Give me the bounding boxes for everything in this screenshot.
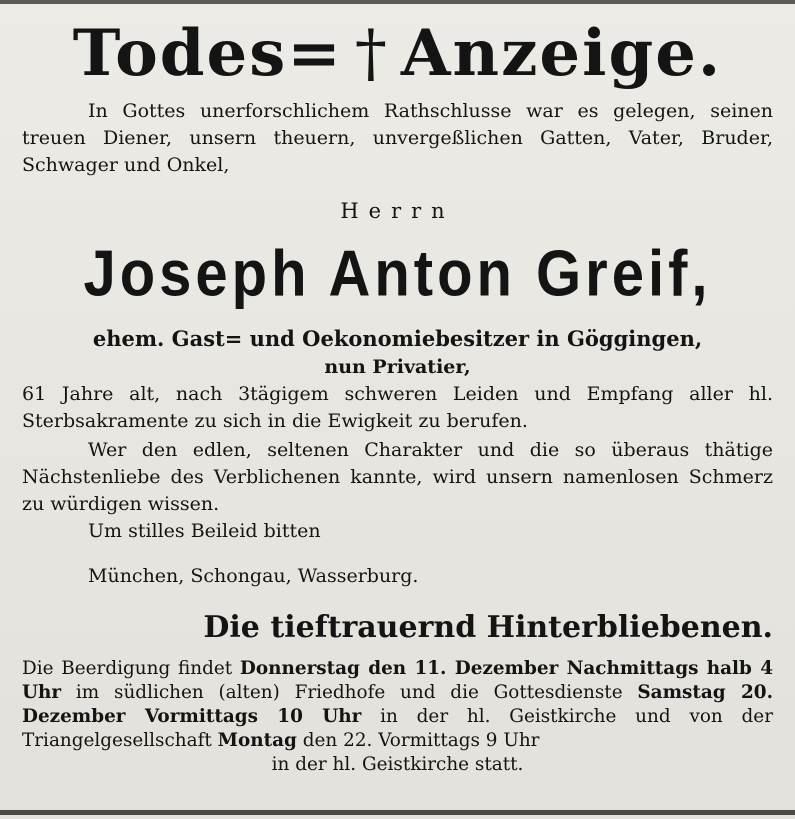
places-line: München, Schongau, Wasserburg. [88,565,419,587]
death-paragraph: 61 Jahre alt, nach 3tägigem schweren Leiden und Empfang aller hl. Sterbsakramente zu sich in die Ewigkeit zu berufen. [22,383,773,432]
title-right: Anzeige. [400,16,723,91]
occupation-line-2: nun Privatier, [324,356,471,378]
top-rule [0,0,795,4]
honorific: Herrn [340,199,455,223]
tribute-line-1: Wer den edlen, seltenen Charakter und die so überaus thätige [88,439,773,461]
intro-paragraph [22,98,773,179]
funeral-date-3: Montag [217,730,297,751]
tribute-paragraph [22,437,773,518]
notice-title [0,14,795,94]
intro-rest: treuen Diener, unsern theuern, unvergeßlichen Gatten, Vater, Bruder, Schwager und Onkel, [22,127,773,176]
occupation-line-1: ehem. Gast= und Oekonomiebesitzer in Göggingen, [92,326,703,351]
tribute-rest: Nächstenliebe des Verblichenen kannte, wird unsern namenlosen Schmerz zu würdigen wissen. [22,466,773,515]
funeral-paragraph [22,657,773,777]
bottom-rule [0,810,795,815]
cross-icon: † [354,17,389,91]
signature: Die tieftrauernd Hinterbliebenen. [203,610,773,645]
title-left: Todes= [72,16,343,91]
funeral-last-line: in der hl. Geistkirche statt. [271,754,524,775]
funeral-text-2: im südlichen (alten) Friedhofe und die Gottesdienste [75,682,623,703]
condolence-request: Um stilles Beileid bitten [88,520,321,542]
deceased-name: Joseph Anton Greif, [83,237,712,310]
funeral-date-1: Donnerstag den 11. Dezember Nachmittags halb 4 Uhr [22,658,773,703]
funeral-text-4: den 22. Vormittags 9 Uhr [302,730,540,751]
funeral-text-3: in der hl. Geistkirche und von der Triangelgesellschaft [22,706,773,751]
intro-line-1: In Gottes unerforschlichem Rathschlusse war es gelegen, seinen [88,100,773,122]
funeral-text-1: Die Beerdigung findet [22,658,233,679]
funeral-date-2: Samstag 20. Dezember Vormittags 10 Uhr [22,682,773,727]
